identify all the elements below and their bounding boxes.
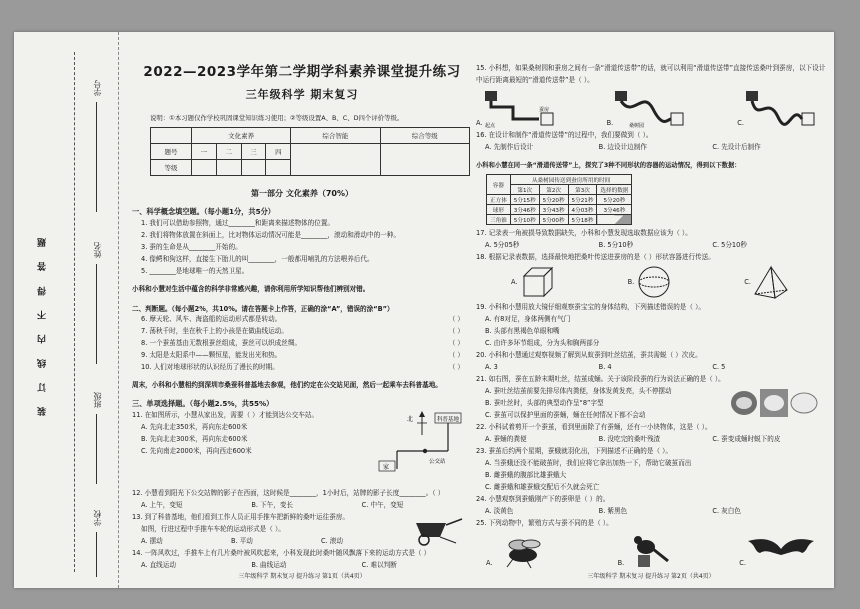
q11-option-a[interactable]: A. 先向北走350米，再向东走600米 [141, 423, 248, 431]
question-22: 22. 小科试着剪开一个蚕茧，看到里面除了有蚕蛹，还有一小块物体，这是（ ）。 [476, 423, 712, 431]
q15-option-a[interactable]: A. 起点 蚕房 [476, 89, 555, 129]
q21-option-b[interactable]: B. 蚕吐丝时，头部的典型动作呈“8”字型 [485, 399, 604, 407]
page-one [132, 32, 472, 588]
page-two [476, 32, 826, 588]
wheelbarrow-icon [412, 513, 464, 547]
q14-options [132, 559, 472, 571]
q19-option-b[interactable]: B. 头部有黑褐色单眼和嘴 [485, 327, 560, 335]
q16-option-b[interactable]: B. 边设计边制作 [598, 143, 647, 151]
q17-option-b[interactable]: B. 5分10秒 [598, 241, 634, 249]
table-header-trial-3: 第3次 [568, 185, 597, 195]
q14-option-a[interactable]: A. 直线运动 [141, 561, 176, 569]
q13-options [132, 535, 411, 547]
map-home-label: 家 [383, 464, 390, 471]
q25-option-b[interactable]: B. [618, 529, 675, 569]
class-label: 班级 [93, 392, 102, 408]
binding-margin [14, 32, 119, 588]
q17-options [476, 239, 826, 251]
torn-cell [597, 215, 632, 225]
pyramid-icon [751, 264, 791, 300]
q19-option-c[interactable]: C. 由许多环节组成，分为头和胸两部分 [485, 339, 600, 347]
table-cell: 三角锥 [487, 215, 511, 225]
table-cell: 5分21秒 [568, 195, 597, 205]
q15-options [476, 89, 826, 129]
table-cell: 球形 [487, 205, 511, 215]
question-23: 23. 蚕茧后约两个星期，蚕蛾就羽化出，下列描述不正确的是（ ）。 [476, 447, 673, 455]
overall-cell[interactable] [291, 144, 380, 176]
table-cell: 5分20秒 [539, 195, 568, 205]
q14-option-b[interactable]: B. 曲线运动 [251, 561, 287, 569]
question-6: 6. 摩天轮、风车、海盗船的运动形式都是转动。 （ ） [141, 315, 464, 323]
q17-option-a[interactable]: A. 5分05秒 [485, 241, 520, 249]
table-row [487, 205, 632, 215]
table-cell: 5分10秒 [510, 215, 539, 225]
question-21: 21. 如右图，蚕在五龄末期吐丝，结茧成蛹。关于该阶段蚕的行为说法正确的是（ ）。 [476, 375, 725, 383]
q25-options [476, 529, 826, 569]
question-21-block [476, 373, 826, 421]
section-3-intro: 周末，小科和小慧相约到深圳市桑蚕科普基地去参观，他们约定在公交站见面，然后一起乘车去科普基地。 [132, 381, 442, 389]
q12-option-b[interactable]: B. 下午，变长 [251, 501, 294, 509]
table-row [487, 195, 632, 205]
q18-option-b[interactable]: B. [628, 263, 675, 301]
part-one-heading: 第一部分 文化素养（70%） [251, 189, 353, 198]
q14-option-c[interactable]: C. 难以判断 [361, 561, 397, 569]
student-id-label: 学号 [93, 80, 102, 96]
q16-option-a[interactable]: A. 先制作后设计 [485, 143, 534, 151]
literacy-header: 文化素养 [192, 128, 291, 144]
q12-options [132, 499, 472, 511]
table-cell: 5分20秒 [597, 195, 632, 205]
row-label-item: 题号 [151, 144, 192, 160]
bat-icon [746, 531, 816, 569]
route-map [377, 401, 467, 477]
col-3: 三 [241, 144, 266, 160]
true-false-list [132, 313, 472, 373]
q22-option-c[interactable]: C. 蚕变成蛹时蜕下的皮 [712, 435, 781, 443]
question-3: 3. 蚕的生命是从________开始的。 [141, 243, 242, 251]
cube-icon [518, 264, 558, 300]
school-line [96, 532, 97, 577]
question-14: 14. 一阵风吹过，手推车上有几片桑叶被风吹起来，小科发现此时桑叶随风飘落下来的运动方式是（ ） [132, 549, 431, 557]
q18-option-c[interactable]: C. [744, 263, 791, 301]
section-1-heading: 一、科学概念填空题。（每小题1分，共5分） [132, 207, 275, 216]
q20-option-c[interactable]: C. 5 [712, 363, 726, 371]
q23-option-c[interactable]: C. 雌蚕蛾和雄蚕蛾交配后不久就会死亡 [485, 483, 600, 491]
q24-option-a[interactable]: A. 淡黄色 [485, 507, 514, 515]
q19-option-a[interactable]: A. 有8对足，身体两侧有气门 [485, 315, 571, 323]
question-16: 16. 在设计和制作“滑道传送带”的过程中，我们要做到（ ）。 [476, 131, 653, 139]
grade-header: 综合等级 [380, 128, 469, 144]
cocoon-photos [728, 385, 820, 419]
magpie-icon [624, 531, 674, 569]
table-cell: 3分46秒 [597, 205, 632, 215]
q22-options [476, 433, 826, 445]
exam-subtitle: 三年级科学 期末复习 [245, 88, 359, 101]
page-two-footer: 三年级科学 期末复习 提升练习 第2页（共4页） [587, 573, 715, 580]
question-7: 7. 荡秋千时，坐在秋千上的小孩是在做曲线运动。 （ ） [141, 327, 464, 335]
question-15: 15. 小科想，如果桑树园和蚕房之间有一条“滑道传送带”的话，就可以利用“滑道传送带”直接传送桑叶到蚕房，以下设计中运行距离最短的“滑道传送带”是（ ）。 [476, 64, 826, 84]
q23-option-a[interactable]: A. 当蚕蛾还没不能破茧时，我们应将它拿出加热一下，帮助它破茧而出 [485, 459, 692, 467]
table-row [487, 215, 632, 225]
seal-text: 装 订 线 内 不 得 答 题 [38, 232, 48, 416]
question-13: 13. 到了科普基地，他们看到工作人员正用手推车把新鲜的桑叶运往蚕房。 [132, 513, 349, 521]
student-id-line [96, 102, 97, 212]
page-one-footer: 三年级科学 期末复习 提升练习 第1页（共4页） [238, 573, 366, 580]
q25-option-a[interactable]: A. [486, 529, 553, 569]
question-24: 24. 小慧观察到蚕蛾刚产下的蚕卵是（ ）的。 [476, 495, 610, 503]
grade-input-4[interactable] [266, 160, 291, 176]
table-cell: 5分18秒 [568, 215, 597, 225]
table-header-trial-1: 第1次 [510, 185, 539, 195]
question-1: 1. 我们可以借助参照物，通过________和距离来描述物体的位置。 [141, 219, 335, 227]
q11-option-c[interactable]: C. 先向南走2000米，再向西走600米 [141, 447, 252, 455]
grade-input-3[interactable] [241, 160, 266, 176]
table-cell: 3分43秒 [539, 205, 568, 215]
q20-option-b[interactable]: B. 4 [598, 363, 612, 371]
q15-start-label: 起点 [484, 123, 495, 129]
col-1: 一 [192, 144, 217, 160]
q24-option-c[interactable]: C. 灰白色 [712, 507, 741, 515]
map-base-label: 科普基地 [437, 417, 460, 423]
grade-input-2[interactable] [216, 160, 241, 176]
q15-room-label: 蚕房 [538, 107, 549, 113]
q22-option-a[interactable]: A. 蚕蛹的粪便 [485, 435, 527, 443]
question-13-block [132, 511, 472, 547]
q22-option-b[interactable]: B. 没吃完的桑叶残渣 [598, 435, 661, 443]
table-cell: 正方体 [487, 195, 511, 205]
question-8: 8. 一个蚕茧基由无数根蚕丝组成，蚕丝可以织成丝绸。 （ ） [141, 339, 464, 347]
section-2-heading: 二、判断题。（每小题2%，共10%。请在答题卡上作答，正确的涂“A”，错误的涂“B”） [132, 305, 394, 313]
question-25: 25. 下列动物中，繁殖方式与蚕不同的是（ ）。 [476, 519, 613, 527]
exam-sheet [14, 32, 834, 588]
grade-cell[interactable] [380, 144, 469, 176]
answer-paren[interactable]: （ ） [448, 315, 464, 323]
exam-note: 说明：①本习题仅作学校巩固课堂知识练习使用；②等级设置A、B、C、D四个评价等级。 [150, 114, 404, 122]
q15-option-b[interactable]: B. 桑树园 [607, 89, 686, 129]
slide-design-b-icon [613, 89, 685, 129]
table-cell: 3分46秒 [510, 205, 539, 215]
row-label-grade: 等级 [151, 160, 192, 176]
question-2: 2. 我们将物体放置在斜面上，比对物体运动情况可能是________，滚动和滑动中的一种。 [141, 231, 400, 239]
q18-options [476, 263, 826, 301]
question-13-sub: 如图，行进过程中手推车车轮的运动形式是（ ）。 [141, 525, 285, 533]
col-4: 四 [266, 144, 291, 160]
q12-option-a[interactable]: A. 上午，变短 [141, 501, 183, 509]
question-12: 12. 小慧看到阳光下公交站牌的影子在西面，这时候是________，1小时后，站牌的影子长度________。（ ） [132, 489, 445, 497]
q13-option-c[interactable]: C. 滚动 [321, 537, 343, 545]
overall-header: 综合智能 [291, 128, 380, 144]
question-19: 19. 小科和小慧用放大镜仔细观察蚕宝宝的身体结构，下列描述错误的是（ ）。 [476, 303, 705, 311]
answer-paren[interactable]: （ ） [448, 351, 464, 359]
q20-option-a[interactable]: A. 3 [485, 363, 498, 371]
table-header-container: 容器 [487, 175, 511, 195]
question-11-block [132, 409, 472, 487]
q11-option-b[interactable]: B. 先向北走300米，再向东走600米 [141, 435, 248, 443]
q18-option-a[interactable]: A. [511, 263, 558, 301]
section-3-heading: 三、单项选择题。（每小题2.5%，共55%） [132, 399, 274, 408]
section-2-intro: 小科和小慧对生活中蕴含的科学非常感兴趣，请你利用所学知识帮他们辨别对错。 [132, 285, 370, 293]
sphere-icon [634, 264, 674, 300]
exam-title: 2022—2023学年第二学期学科素养课堂提升练习 [143, 64, 461, 80]
map-north-label: 北 [407, 416, 414, 423]
q20-options [476, 361, 826, 373]
question-17: 17. 记录表一角被损导致数据缺失，小科和小慧发现选取数据应该为（ ）。 [476, 229, 692, 237]
table-top-header: 从桑树园传送到蚕房所用的时间 [510, 175, 632, 185]
col-2: 二 [216, 144, 241, 160]
score-table [150, 127, 470, 176]
q16-option-c[interactable]: C. 先设计后制作 [712, 143, 761, 151]
q13-option-a[interactable]: A. 摆动 [141, 537, 163, 545]
map-stop-label: 公交站 [429, 459, 446, 465]
table-cell: 5分00秒 [539, 215, 568, 225]
q17-option-c[interactable]: C. 5分10秒 [712, 241, 747, 249]
question-17-intro: 小科和小慧在同一条“滑道传送带”上，探究了3种不同形状的容器的运动情况，得到以下数据： [476, 162, 741, 169]
table-cell: 4分03秒 [568, 205, 597, 215]
q13-option-b[interactable]: B. 平动 [231, 537, 253, 545]
q21-option-c[interactable]: C. 蚕茧可以保护里面的蚕蛹，蛹在任何情况下都不会动 [485, 411, 646, 419]
question-5: 5. ________是地球唯一的天然卫星。 [141, 267, 249, 275]
question-4: 4. 像鳄和狗这样，直接生下胎儿的叫________，一般都用哺乳的方法喂养后代。 [141, 255, 374, 263]
q21-option-a[interactable]: A. 蚕吐丝结茧前要先排尽体内粪便，身体发黄发亮，头不停摆动 [485, 387, 672, 395]
name-line [96, 264, 97, 364]
q23-option-b[interactable]: B. 雌蚕蛾的腹部比雄蚕蛾大 [485, 471, 567, 479]
q12-option-c[interactable]: C. 中午，变短 [361, 501, 404, 509]
table-cell: 5分15秒 [510, 195, 539, 205]
school-label: 学校 [93, 510, 102, 526]
bee-icon [493, 531, 553, 569]
answer-paren[interactable]: （ ） [448, 363, 464, 371]
name-label: 姓名 [93, 242, 102, 258]
slide-design-c-icon [744, 89, 816, 129]
class-line [96, 414, 97, 484]
question-11: 11. 在如图所示，小慧从家出发，需要（ ）才能到达公交车站。 [132, 411, 319, 419]
question-18: 18. 根据记录表数据，选择最快地把桑叶传送进蚕房的是（ ）形状容器进行传送。 [476, 253, 715, 261]
grade-input-1[interactable] [192, 160, 217, 176]
question-10: 10. 人们对地球形状的认识经历了漫长的时期。 （ ） [141, 363, 464, 371]
question-20: 20. 小科和小慧通过观察视频了解到从蚁蚕到吐丝结茧，蚕共需蜕（ ）次皮。 [476, 351, 702, 359]
answer-paren[interactable]: （ ） [448, 327, 464, 335]
q24-options [476, 505, 826, 517]
cut-line [74, 52, 75, 572]
q16-options [476, 141, 826, 153]
question-9: 9. 太阳是太阳系中——颗恒星，能发出光和热。 （ ） [141, 351, 464, 359]
container-time-table [486, 174, 632, 225]
q15-tree-label: 桑树园 [629, 123, 645, 129]
answer-paren[interactable]: （ ） [448, 339, 464, 347]
q15-option-c[interactable]: C. [737, 89, 816, 129]
slide-design-a-icon [483, 89, 555, 129]
q25-option-c[interactable]: C. [739, 529, 816, 569]
table-header-selected: 选择的数据 [597, 185, 632, 195]
q24-option-b[interactable]: B. 紫黑色 [598, 507, 628, 515]
table-header-trial-2: 第2次 [539, 185, 568, 195]
